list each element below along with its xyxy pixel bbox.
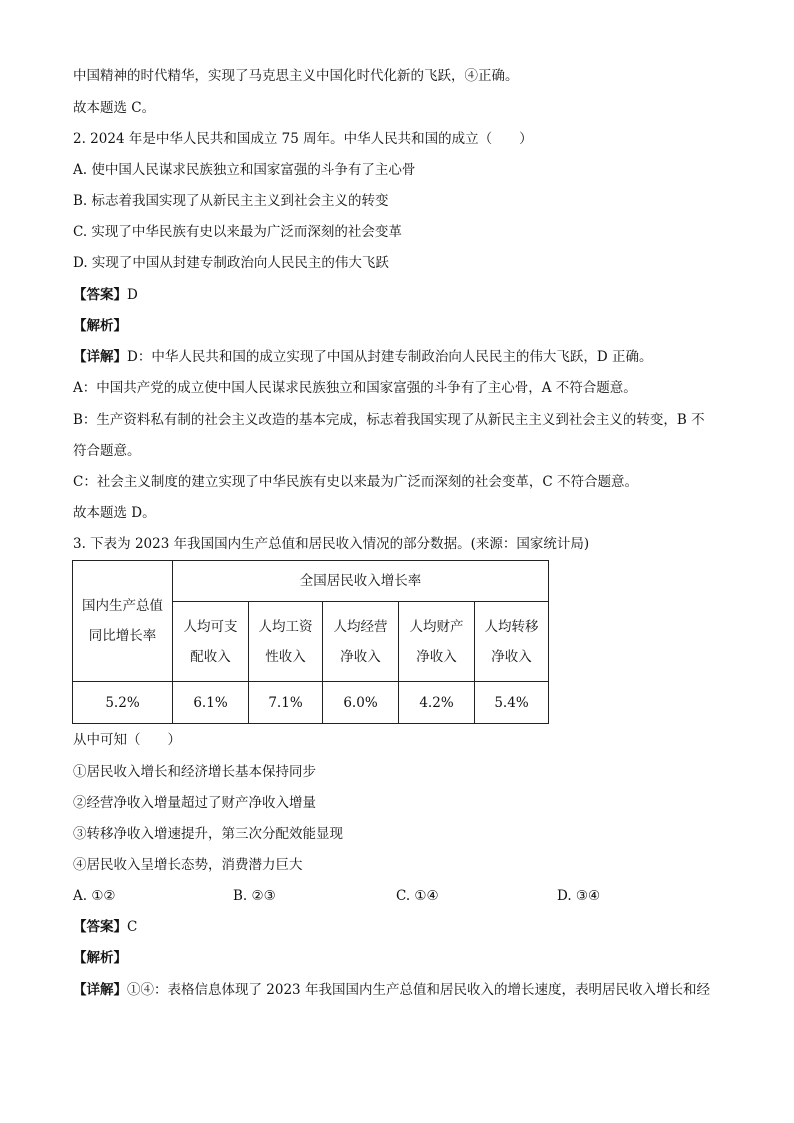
- answer-conclusion: 故本题选 C。: [73, 100, 156, 116]
- question-2-conclusion: 故本题选 D。: [73, 505, 156, 521]
- question-3-option-c: C. ①④: [396, 888, 439, 904]
- header-line: 人均财产: [409, 618, 464, 635]
- question-3-option-d: D. ③④: [557, 888, 601, 904]
- detail-tag: 【详解】: [73, 349, 127, 365]
- statement-3: ③转移净收入增速提升，第三次分配效能显现: [73, 826, 343, 842]
- detail-text: D：中华人民共和国的成立实现了中国从封建专制政治向人民民主的伟大飞跃，D 正确。: [127, 349, 653, 365]
- question-3-detail: [73, 980, 710, 1000]
- header-line: 人均工资: [258, 618, 313, 635]
- answer-tag: 【答案】: [73, 919, 127, 935]
- question-2-detail: [73, 347, 652, 367]
- gdp-header-line-1: 国内生产总值: [82, 598, 163, 614]
- wage-income-value: 7.1%: [249, 682, 323, 724]
- question-2-analysis-tag: [73, 316, 127, 336]
- question-2-option-d: D. 实现了中国从封建专制政治向人民民主的伟大飞跃: [73, 255, 389, 271]
- question-3-analysis-tag: [73, 948, 127, 968]
- disposable-income-value: 6.1%: [173, 682, 249, 724]
- header-line: 人均转移: [484, 618, 539, 635]
- question-2-stem: 2. 2024 年是中华人民共和国成立 75 周年。中华人民共和国的成立（ ）: [73, 131, 533, 147]
- question-2-option-a: A. 使中国人民谋求民族独立和国家富强的斗争有了主心骨: [73, 162, 416, 178]
- header-line: 性收入: [265, 648, 306, 665]
- header-line: 人均可支: [183, 618, 238, 635]
- question-3-option-b: B. ②③: [233, 888, 276, 904]
- statement-1: ①居民收入增长和经济增长基本保持同步: [73, 764, 316, 780]
- question-2-explain-b-cont: 符合题意。: [73, 443, 141, 459]
- property-income-value: 4.2%: [399, 682, 475, 724]
- property-income-header: [399, 602, 475, 682]
- header-line: 净收入: [491, 648, 532, 665]
- header-line: 人均经营: [333, 618, 388, 635]
- transfer-income-header: [475, 602, 549, 682]
- gdp-growth-value: 5.2%: [73, 682, 173, 724]
- detail-text: ①④：表格信息体现了 2023 年我国国内生产总值和居民收入的增长速度，表明居民收入增长和经: [127, 982, 710, 998]
- gdp-header-line-2: 同比增长率: [88, 628, 157, 644]
- question-2-option-c: C. 实现了中华民族有史以来最为广泛而深刻的社会变革: [73, 224, 402, 240]
- header-line: 净收入: [340, 648, 381, 665]
- income-growth-header: 全国居民收入增长率: [173, 561, 549, 602]
- wage-income-header: [249, 602, 323, 682]
- statement-4: ④居民收入呈增长态势，消费潜力巨大: [73, 857, 303, 873]
- text-line: 中国精神的时代精华，实现了马克思主义中国化时代化新的飞跃，④正确。: [73, 68, 519, 84]
- question-2-explain-c: C：社会主义制度的建立实现了中华民族有史以来最为广泛而深刻的社会变革，C 不符合题意。: [73, 474, 638, 490]
- answer-tag: 【答案】: [73, 287, 127, 303]
- question-2-option-b: B. 标志着我国实现了从新民主主义到社会主义的转变: [73, 193, 389, 209]
- answer-value: D: [127, 287, 138, 303]
- analysis-tag: 【解析】: [73, 318, 127, 334]
- income-data-table: [72, 560, 549, 724]
- question-3-stem: 3. 下表为 2023 年我国国内生产总值和居民收入情况的部分数据。(来源：国家统计局): [73, 536, 590, 552]
- question-3-prompt: 从中可知（ ）: [73, 732, 181, 748]
- question-2-answer: [73, 285, 138, 305]
- business-income-value: 6.0%: [323, 682, 399, 724]
- header-line: 净收入: [416, 648, 457, 665]
- statement-2: ②经营净收入增量超过了财产净收入增量: [73, 795, 316, 811]
- transfer-income-value: 5.4%: [475, 682, 549, 724]
- question-2-explain-b: B：生产资料私有制的社会主义改造的基本完成，标志着我国实现了从新民主主义到社会主义的转变，B 不: [73, 412, 705, 428]
- gdp-growth-header: [73, 561, 173, 682]
- answer-value: C: [127, 919, 138, 935]
- question-3-option-a: A. ①②: [73, 888, 116, 904]
- detail-tag: 【详解】: [73, 982, 127, 998]
- disposable-income-header: [173, 602, 249, 682]
- question-2-explain-a: A：中国共产党的成立使中国人民谋求民族独立和国家富强的斗争有了主心骨，A 不符合题意。: [73, 380, 637, 396]
- business-income-header: [323, 602, 399, 682]
- header-line: 配收入: [190, 648, 231, 665]
- question-3-answer: [73, 917, 137, 937]
- analysis-tag: 【解析】: [73, 950, 127, 966]
